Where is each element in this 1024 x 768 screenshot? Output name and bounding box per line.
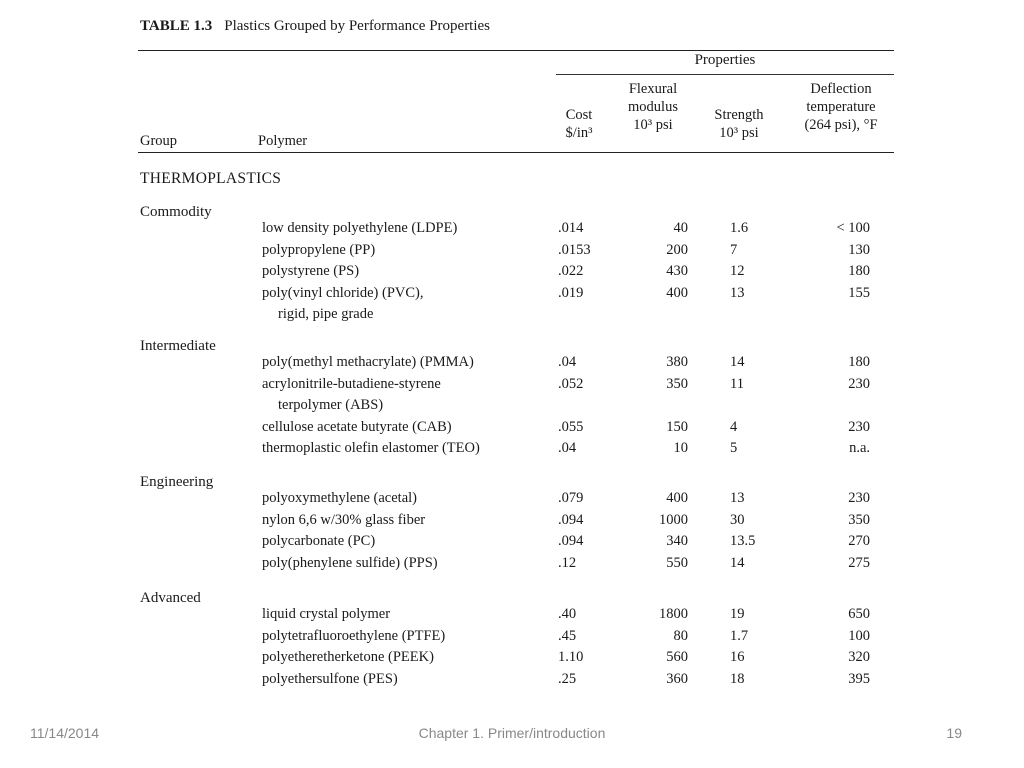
strength-value: 1.7 — [730, 627, 749, 644]
cost-value: .019 — [558, 284, 584, 301]
strength-value: 4 — [730, 418, 738, 435]
top-rule — [138, 50, 894, 51]
table-row — [138, 352, 894, 373]
polymer-name: poly(methyl methacrylate) (PMMA) — [262, 354, 474, 370]
polymer-name-continued: rigid, pipe grade — [278, 305, 374, 322]
table-row — [138, 261, 894, 282]
strength-value: 18 — [730, 670, 745, 687]
cost-value: .055 — [558, 418, 584, 435]
cost-value: .079 — [558, 490, 584, 506]
deflection-temperature-value: 180 — [848, 263, 870, 279]
deflection-temperature-value: 395 — [848, 670, 870, 687]
deflection-temperature-value: 230 — [848, 418, 870, 435]
footer-title: Chapter 1. Primer/introduction — [418, 725, 606, 741]
cost-value: .12 — [558, 554, 577, 571]
group-label: Intermediate — [140, 338, 216, 354]
polymer-name: acrylonitrile-butadiene-styrene terpolymer (ABS) — [262, 374, 441, 416]
cost-value: .25 — [558, 670, 577, 687]
header-cost: Cost $/in³ — [565, 107, 593, 141]
group-label: Advanced — [140, 590, 201, 606]
group-label: Engineering — [140, 474, 214, 490]
flexural-modulus-value: 550 — [666, 554, 688, 571]
cost-value: .094 — [558, 533, 584, 549]
table-title: Plastics Grouped by Performance Properties — [224, 18, 491, 34]
table-row — [138, 510, 894, 531]
table-row — [138, 531, 894, 552]
cost-value: .0153 — [558, 241, 591, 258]
cost-value: .052 — [558, 375, 584, 392]
header-group: Group — [140, 133, 178, 149]
table-row — [138, 240, 894, 261]
deflection-temperature-value: 155 — [848, 284, 870, 301]
polymer-name: polyoxymethylene (acetal) — [262, 490, 418, 506]
flexural-modulus-value: 340 — [666, 533, 688, 549]
cost-value: .04 — [558, 354, 577, 370]
cost-value: .40 — [558, 606, 577, 622]
deflection-temperature-value: 650 — [848, 606, 870, 622]
cost-value: 1.10 — [558, 649, 584, 665]
flexural-modulus-value: 80 — [673, 627, 688, 644]
polymer-name-continued: terpolymer (ABS) — [278, 396, 384, 413]
flexural-modulus-value: 360 — [666, 670, 688, 687]
flexural-modulus-value: 380 — [666, 354, 688, 370]
polymer-name: polyethersulfone (PES) — [262, 670, 398, 687]
flexural-modulus-value: 10 — [673, 440, 688, 456]
strength-value: 14 — [730, 354, 745, 370]
flexural-modulus-value: 1000 — [659, 511, 688, 528]
polymer-name: polycarbonate (PC) — [262, 533, 376, 549]
table-caption — [140, 18, 490, 35]
strength-value: 7 — [730, 241, 738, 258]
polymer-name: nylon 6,6 w/30% glass fiber — [262, 511, 426, 528]
table-row — [138, 669, 894, 690]
table-row — [138, 374, 894, 413]
strength-value: 19 — [730, 606, 745, 622]
flexural-modulus-value: 40 — [673, 220, 688, 236]
strength-value: 14 — [730, 554, 745, 571]
deflection-temperature-value: 100 — [848, 627, 870, 644]
strength-value: 12 — [730, 263, 745, 279]
polymer-name: poly(vinyl chloride) (PVC), rigid, pipe grade — [262, 283, 424, 325]
table-row — [138, 626, 894, 647]
polymer-name: polypropylene (PP) — [262, 241, 376, 258]
flexural-modulus-value: 430 — [666, 263, 688, 279]
cost-value: .022 — [558, 263, 584, 279]
polymer-name: cellulose acetate butyrate (CAB) — [262, 418, 452, 435]
flexural-modulus-value: 400 — [666, 284, 688, 301]
header-polymer: Polymer — [258, 133, 308, 149]
deflection-temperature-value: 275 — [848, 554, 870, 571]
header-deflection-temperature: Deflection temperature (264 psi), °F — [804, 81, 878, 133]
polymer-name: thermoplastic olefin elastomer (TEO) — [262, 440, 480, 456]
cost-value: .014 — [558, 220, 584, 236]
cost-value: .45 — [558, 627, 577, 644]
table-row — [138, 438, 894, 459]
deflection-temperature-value: < 100 — [836, 220, 870, 236]
table-row — [138, 647, 894, 668]
deflection-temperature-value: 320 — [848, 649, 870, 665]
flexural-modulus-value: 150 — [666, 418, 688, 435]
header-strength: Strength 10³ psi — [714, 107, 764, 141]
scanned-table — [138, 14, 896, 710]
group-label: Commodity — [140, 204, 212, 220]
strength-value: 5 — [730, 440, 738, 456]
polymer-name: polystyrene (PS) — [262, 263, 360, 279]
cost-value: .04 — [558, 440, 577, 456]
flexural-modulus-value: 560 — [666, 649, 688, 665]
flexural-modulus-value: 200 — [666, 241, 688, 258]
strength-value: 11 — [730, 375, 744, 392]
table-row — [138, 218, 894, 239]
deflection-temperature-value: 230 — [848, 375, 870, 392]
deflection-temperature-value: n.a. — [849, 440, 870, 456]
cost-value: .094 — [558, 511, 584, 528]
flexural-modulus-value: 400 — [666, 490, 688, 506]
header-rule — [138, 152, 894, 153]
deflection-temperature-value: 230 — [848, 490, 870, 506]
table-row — [138, 417, 894, 438]
deflection-temperature-value: 270 — [848, 533, 870, 549]
strength-value: 13 — [730, 284, 745, 301]
strength-value: 13.5 — [730, 533, 756, 549]
polymer-name: liquid crystal polymer — [262, 606, 391, 622]
table-row — [138, 488, 894, 509]
deflection-temperature-value: 180 — [848, 354, 870, 370]
strength-value: 13 — [730, 490, 745, 506]
polymer-name: polyetheretherketone (PEEK) — [262, 649, 434, 665]
table-row — [138, 604, 894, 625]
flexural-modulus-value: 350 — [666, 375, 688, 392]
table-row — [138, 553, 894, 574]
table-number: TABLE 1.3 — [140, 18, 213, 34]
deflection-temperature-value: 350 — [848, 511, 870, 528]
strength-value: 1.6 — [730, 220, 749, 236]
table-row — [138, 283, 894, 322]
properties-rule — [556, 74, 894, 75]
section-title: THERMOPLASTICS — [140, 170, 282, 187]
polymer-name: low density polyethylene (LDPE) — [262, 220, 458, 236]
strength-value: 30 — [730, 511, 745, 528]
flexural-modulus-value: 1800 — [659, 606, 688, 622]
strength-value: 16 — [730, 649, 745, 665]
deflection-temperature-value: 130 — [848, 241, 870, 258]
polymer-name: polytetrafluoroethylene (PTFE) — [262, 627, 446, 644]
properties-header: Properties — [694, 52, 756, 68]
footer-page-number: 19 — [946, 725, 962, 741]
header-flexural-modulus: Flexural modulus 10³ psi — [628, 81, 678, 133]
footer-date: 11/14/2014 — [30, 725, 100, 741]
polymer-name: poly(phenylene sulfide) (PPS) — [262, 554, 438, 571]
